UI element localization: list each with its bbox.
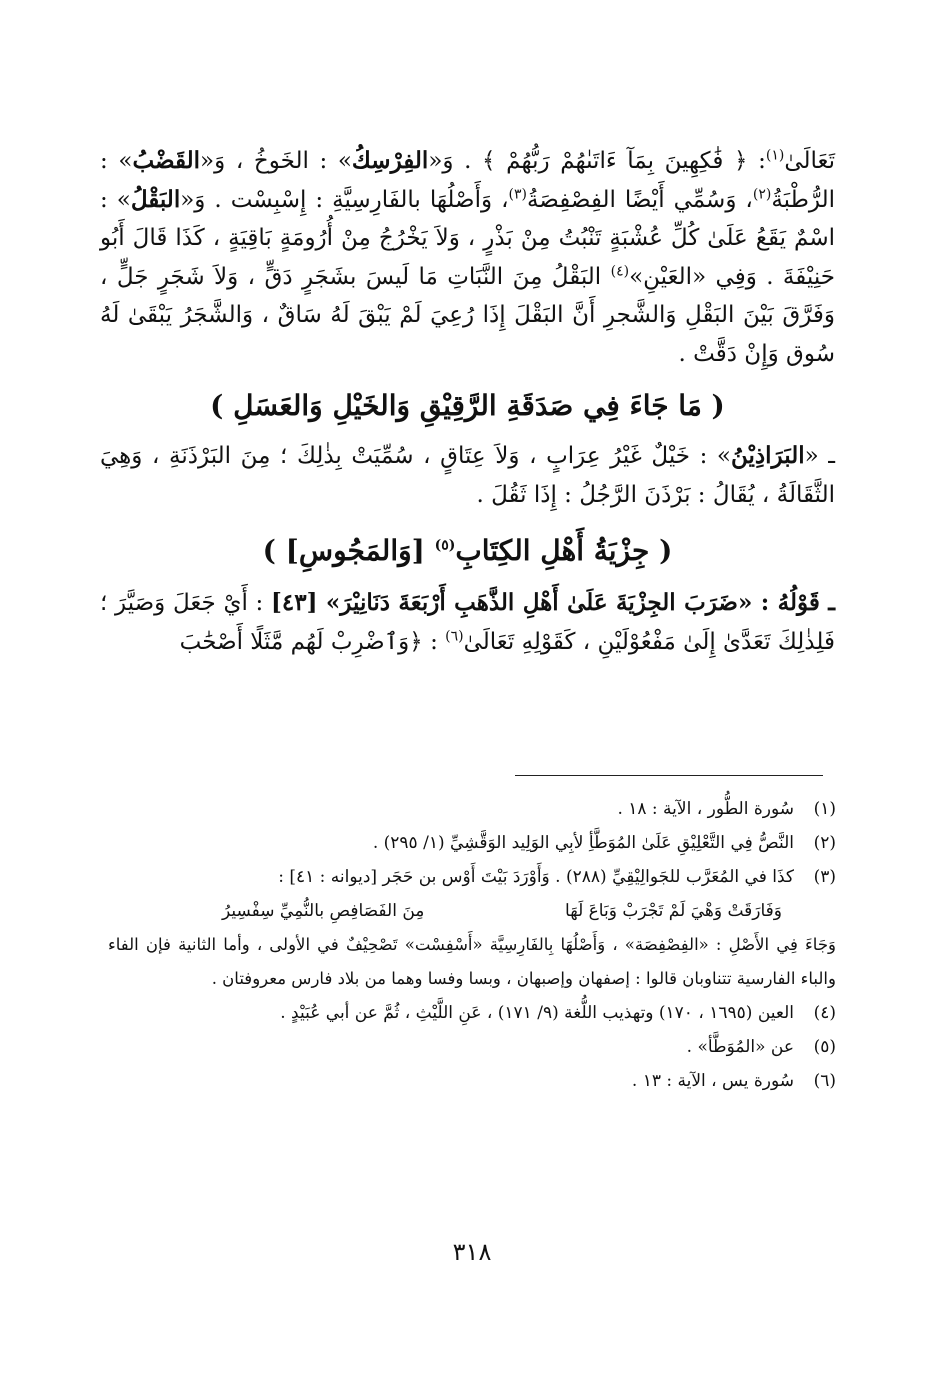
footnote-text: سُورة يس ، الآية : ١٣ . <box>631 1071 794 1091</box>
footnote-number: (٦) <box>813 1071 836 1091</box>
footnote-ref: (٤) <box>610 262 630 279</box>
paragraph-1 <box>100 142 835 373</box>
section-heading-sadaqa: ( مَا جَاءَ فِي صَدَقَةِ الرَّقِيْقِ وَالخَيْلِ وَالعَسَلِ ) <box>210 389 725 422</box>
footnote-1 <box>108 792 836 826</box>
footnote-ref: (٣) <box>508 185 527 202</box>
footnote-number: (٣) <box>813 867 836 887</box>
text-span: » : اسْمٌ يَقَعُ عَلَىٰ كُلِّ عُشْبَةٍ تَنْبُتُ مِنْ بَذْرٍ ، وَلاَ يَخْرُجُ مِنْ أُرُومَةٍ بَاقِيَةٍ ، كَذَا قَالَ أَبُو حَنِيْفَةَ . وَفِي «العَيْنِ» <box>100 186 835 290</box>
footnote-ref: (٢) <box>752 185 772 202</box>
footnote-separator <box>515 775 823 776</box>
paragraph-2 <box>100 437 835 514</box>
main-text <box>100 142 835 661</box>
verse-second-hemistich: مِنَ الفَصَافِصِ بالنُّمِيِّ سِفْسِيرُ <box>222 901 425 921</box>
footnote-text: سُورة الطُّور ، الآية : ١٨ . <box>617 799 794 819</box>
footnote-number: (٥) <box>813 1037 836 1057</box>
section-heading-jizya <box>100 532 835 570</box>
text-span: » : الرُّطْبَةُ <box>100 148 835 213</box>
footnotes <box>108 792 836 1098</box>
footnote-ref: (٥) <box>434 537 456 554</box>
text-span: تَعَالَىٰ <box>784 148 835 174</box>
text-span: : أَيْ جَعَلَ وَصَيَّرَ ؛ فَلِذٰلِكَ تَعَدَّىٰ إِلَىٰ مَفْعُوْلَيْنِ ، كَقَوْلِهِ تَعَالَىٰ <box>100 590 835 655</box>
term-firsik: الفِرْسِكُ <box>351 147 429 174</box>
text-span: ، وَسُمِّي أَيْضًا الفِصْفِصَةُ <box>526 186 753 213</box>
term-qadb: القَضْبُ <box>132 147 201 174</box>
footnote-2 <box>108 826 836 860</box>
footnote-6 <box>108 1064 836 1098</box>
poetry-verse <box>222 894 836 928</box>
footnote-ref: (٦) <box>445 627 464 644</box>
quoted-statement: ـ قَوْلُهُ : «ضَرَبَ الجِزْيَةَ عَلَىٰ أَهْلِ الذَّهَبِ أَرْبَعَةَ دَنَانِيْرَ» [٤٣] <box>271 589 836 616</box>
footnote-ref: (١) <box>765 147 785 164</box>
footnote-3 <box>108 860 836 894</box>
text-span: » : الخَوخُ ، وَ« <box>200 148 352 174</box>
page-number: ٣١٨ <box>452 1238 492 1266</box>
footnote-text: النَّصُّ فِي التَّعْلِيْقِ عَلَىٰ المُوَطَّأِ لأبِي الوَلِيد الوَقَّشِيِّ (١/ ٢٩٥) . <box>372 833 794 853</box>
text-span: ـ « <box>804 443 836 469</box>
footnote-number: (١) <box>813 799 836 819</box>
footnote-number: (٢) <box>813 833 836 853</box>
footnote-3-continuation: وَجَاءَ فِي الأَصْلِ : «الفِصْفِصَة» ، وَأَصْلُهَا بِالفَارِسِيَّة «أَسْفِسْت» تَصْحِيْفٌ في الأولى ، وأما الثانية فإن الفاء والباء الفارسية تتناوبان قالوا : إصفهان وإصبهان ، وبسا وفسا وهما من بلاد فارس معروفتان . <box>108 935 836 988</box>
quran-quote: : ﴿ فَٰكِهِينَ بِمَآ ءَاتَىٰهُمْ رَبُّهُمْ ﴾ . وَ« <box>428 148 766 174</box>
text-span: » : خَيْلٌ غَيْرُ عِرَابٍ ، وَلاَ عِتَاقٍ ، سُمِّيَتْ بِذٰلِكَ ؛ مِنَ البَرْذَنَةِ ، وَهِيَ الثَّقَالَةُ ، يُقَالُ : بَرْذَنَ الرَّجُلُ : إِذَا ثَقُلَ . <box>100 443 835 508</box>
footnote-text: كذَا في المُعَرَّب للجَوالِيْقِيِّ (٢٨٨) . وَأَوْرَدَ بَيْتَ أَوْس بن حَجَر [ديوانه : ٤١] : <box>278 867 794 887</box>
heading-text: ( جِزْيَةُ أَهْلِ الكِتَابِ <box>455 534 673 567</box>
heading-text: [وَالمَجُوسِ] ) <box>262 534 435 567</box>
footnote-text: العين (١٦٩٥ ، ١٧٠) وتهذيب اللُّغة (٩/ ١٧١) ، عَنِ اللَّيْثِ ، ثُمَّ عن أبي عُبَيْدٍ . <box>280 1003 794 1023</box>
quran-quote: : ﴿وَٱضْرِبْ لَهُم مَّثَلًا أَصْحَٰبَ <box>179 628 446 655</box>
text-span: البَقْلُ مِنَ النَّبَاتِ مَا لَيسَ بشَجَرٍ دَقٍّ ، وَلاَ شَجَرٍ جَلٍّ ، وَفَرَّقَ بَيْنَ البَقْلِ وَالشَّجرِ أَنَّ البَقْلَ إِذَا رُعِيَ لَمْ يَبْقَ لَهُ سَاقٌ ، وَالشَّجَرُ يَبْقَىٰ لَهُ سُوق وَإِنْ دَقَّتْ . <box>100 263 835 367</box>
term-baradhin: البَرَاذِيْنُ <box>731 442 805 469</box>
verse-first-hemistich: وَفَارَقَتْ وَهْيَ لَمْ تَجْرَبْ وَبَاعَ لَهَا <box>565 901 782 921</box>
footnote-4 <box>108 996 836 1030</box>
text-span: ، وَأَصْلُهَا بالفَارِسِيَّةِ : إِسْبِسْت . وَ« <box>180 186 509 213</box>
term-baql: البَقْلُ <box>130 185 181 213</box>
footnote-number: (٤) <box>813 1003 836 1023</box>
paragraph-3 <box>100 584 835 661</box>
footnote-text: عن «المُوَطَّأ» . <box>686 1037 794 1057</box>
footnote-5 <box>108 1030 836 1064</box>
